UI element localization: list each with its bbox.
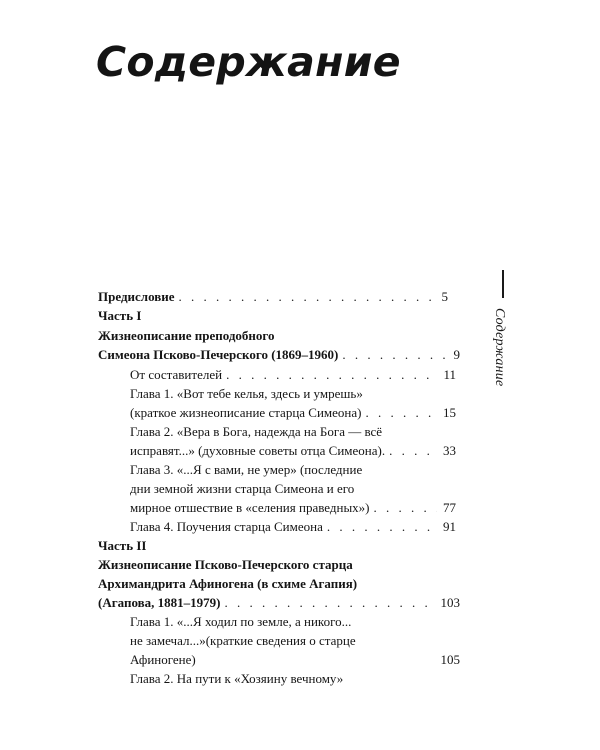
part-label: Часть II — [98, 538, 147, 553]
part-heading[interactable]: Жизнеописание преподобного — [98, 328, 275, 343]
page-title: Содержание — [96, 38, 401, 86]
part-label: Часть I — [98, 308, 142, 323]
toc-entry-ch2-line[interactable]: Глава 2. «Вера в Бога, надежда на Бога — всё — [130, 424, 383, 439]
toc-entry-ch4[interactable] — [130, 516, 456, 538]
dot-leader — [179, 286, 436, 308]
toc-entry-preface[interactable] — [98, 286, 448, 308]
toc-entry-title: (краткое жизнеописание старца Симеона) — [130, 405, 362, 420]
toc-entry-ch1-line[interactable]: Глава 1. «Вот тебе келья, здесь и умрешь» — [130, 386, 363, 401]
toc-page-number: 105 — [440, 652, 460, 667]
toc-entry-title: Предисловие — [98, 289, 175, 304]
dot-leader — [389, 440, 437, 462]
toc-entry-p2-ch1-line[interactable]: не замечал...»(краткие сведения о старце — [130, 633, 356, 648]
running-head-rule — [502, 270, 504, 298]
toc-entry-title: мирное отшествие в «селения праведных») — [130, 500, 370, 515]
toc-entry-title: (Агапова, 1881–1979) — [98, 595, 221, 610]
toc-page-number: 33 — [443, 443, 456, 458]
toc-entry-title: Глава 4. Поучения старца Симеона — [130, 519, 323, 534]
dot-leader — [327, 516, 437, 538]
toc-entry-title: Афиногене) — [130, 652, 196, 667]
toc-page-number: 11 — [443, 367, 456, 382]
part-heading[interactable]: Жизнеописание Псково-Печерского старца — [98, 557, 353, 572]
dot-leader — [342, 344, 447, 366]
running-head — [490, 270, 512, 410]
toc-page-number: 103 — [440, 595, 460, 610]
toc-entry-title: исправят...» (духовные советы отца Симеона). — [130, 443, 386, 458]
toc-entry-title: От составителей — [130, 367, 223, 382]
running-head-label: Содержание — [492, 308, 507, 387]
toc-page-number: 5 — [441, 289, 448, 304]
toc-page-number: 91 — [443, 519, 456, 534]
toc-entry-ch3-line[interactable]: Глава 3. «...Я с вами, не умер» (последние — [130, 462, 363, 477]
toc-entry-part1[interactable] — [98, 344, 460, 366]
toc-page-number: 77 — [443, 500, 456, 515]
toc-entry-title: Симеона Псково-Печерского (1869–1960) — [98, 347, 339, 362]
toc-page-number: 15 — [443, 405, 456, 420]
toc-entry-p2-ch1-line[interactable]: Глава 1. «...Я ходил по земле, а никого... — [130, 614, 352, 629]
toc-entry-p2-ch2[interactable]: Глава 2. На пути к «Хозяину вечному» — [130, 671, 344, 686]
part-heading[interactable]: Архимандрита Афиногена (в схиме Агапия) — [98, 576, 358, 591]
toc-page-number: 9 — [453, 347, 460, 362]
toc-entry-ch3-line[interactable]: дни земной жизни старца Симеона и его — [130, 481, 355, 496]
